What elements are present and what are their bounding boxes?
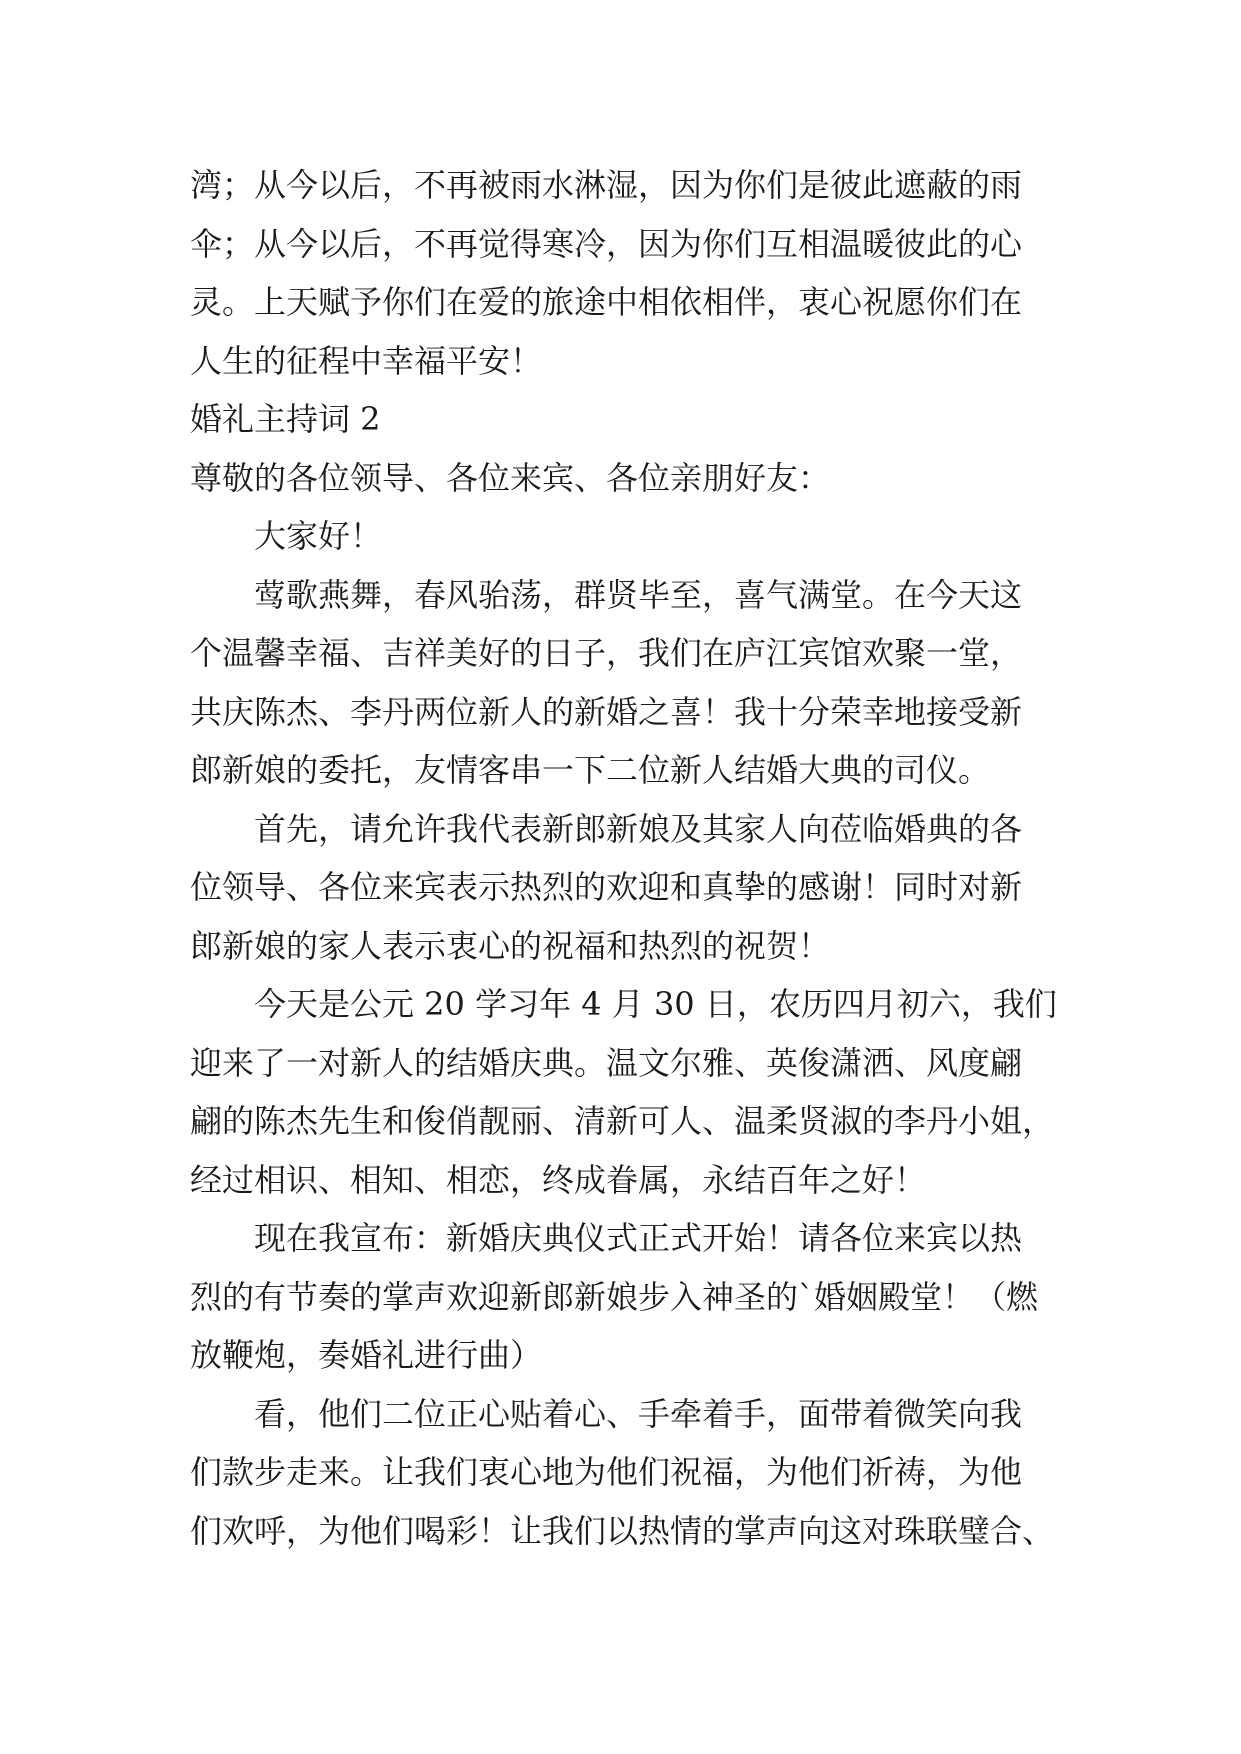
text-line: 经过相识、相知、相恋，终成眷属，永结百年之好！ xyxy=(190,1160,927,1199)
text-line: 迎来了一对新人的结婚庆典。温文尔雅、英俊潇洒、风度翩 xyxy=(190,1043,1023,1082)
paragraph-start-line: 现在我宣布：新婚庆典仪式正式开始！请各位来宾以热 xyxy=(254,1219,1023,1257)
text-line: 烈的有节奏的掌声欢迎新郎新娘步入神圣的`婚姻殿堂！（燃 xyxy=(190,1277,1039,1316)
text-line: 郎新娘的家人表示衷心的祝福和热烈的祝贺！ xyxy=(190,926,831,965)
salutation: 尊敬的各位领导、各位来宾、各位亲朋好友： xyxy=(190,458,831,497)
text-line: 郎新娘的委托，友情客串一下二位新人结婚大典的司仪。 xyxy=(190,751,991,789)
text-line: 个温馨幸福、吉祥美好的日子，我们在庐江宾馆欢聚一堂， xyxy=(190,634,1023,672)
text-line: 伞；从今以后，不再觉得寒冷，因为你们互相温暖彼此的心 xyxy=(190,224,1023,263)
text-line: 湾；从今以后，不再被雨水淋湿，因为你们是彼此遮蔽的雨 xyxy=(190,166,1023,204)
paragraph-start-line: 莺歌燕舞，春风骀荡，群贤毕至，喜气满堂。在今天这 xyxy=(254,575,1023,614)
text-line: 翩的陈杰先生和俊俏靓丽、清新可人、温柔贤淑的李丹小姐， xyxy=(190,1102,1055,1140)
text-line: 放鞭炮，奏婚礼进行曲） xyxy=(190,1336,543,1374)
text-line: 们欢呼，为他们喝彩！让我们以热情的掌声向这对珠联璧合、 xyxy=(190,1511,1055,1550)
section-heading: 婚礼主持词 2 xyxy=(190,400,381,438)
paragraph-start-line: 今天是公元 20 学习年 4 月 30 日，农历四月初六，我们 xyxy=(254,985,1057,1023)
text-line: 人生的征程中幸福平安！ xyxy=(190,341,543,380)
text-line: 们款步走来。让我们衷心地为他们祝福，为他们祈祷，为他 xyxy=(190,1453,1023,1491)
text-line: 共庆陈杰、李丹两位新人的新婚之喜！我十分荣幸地接受新 xyxy=(190,692,1023,731)
greeting: 大家好！ xyxy=(254,517,383,555)
paragraph-start-line: 看，他们二位正心贴着心、手牵着手，面带着微笑向我 xyxy=(254,1394,1023,1433)
paragraph-start-line: 首先，请允许我代表新郎新娘及其家人向莅临婚典的各 xyxy=(254,809,1023,848)
text-line: 灵。上天赋予你们在爱的旅途中相依相伴，衷心祝愿你们在 xyxy=(190,283,1023,321)
text-line: 位领导、各位来宾表示热烈的欢迎和真挚的感谢！同时对新 xyxy=(190,868,1023,906)
document-body xyxy=(190,156,1057,1560)
